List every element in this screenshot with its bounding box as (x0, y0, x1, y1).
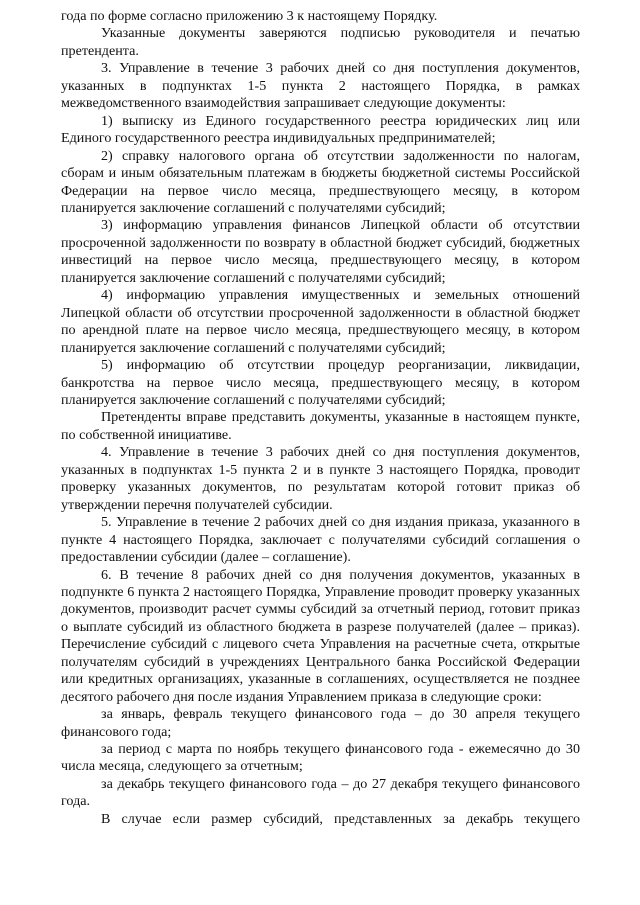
paragraph-subitem-2: 2) справку налогового органа об отсутствии задолженности по налогам, сборам и иным обязательным платежам в бюджеты бюджетной системы Российской Федерации на первое число месяца, предшествующего месяцу, в котором планируется заключение соглашений с получателями субсидий; (61, 147, 580, 216)
paragraph-subitem-3: 3) информацию управления финансов Липецкой области об отсутствии просроченной задолженности по возврату в областной бюджет субсидий, бюджетных инвестиций на первое число месяца, предшествующего месяцу, в котором планируется заключение соглашений с получателями субсидий; (61, 217, 580, 286)
paragraph-item-5: 5. Управление в течение 2 рабочих дней со дня издания приказа, указанного в пункте 4 настоящего Порядка, заключает с получателями субсидий соглашения о предоставлении субсидии (далее – соглашение). (61, 514, 580, 566)
paragraph-term-january-february: за январь, февраль текущего финансового года – до 30 апреля текущего финансового года; (61, 706, 580, 740)
paragraph-subitem-1: 1) выписку из Единого государственного реестра юридических лиц или Единого государственного реестра индивидуальных предпринимателей; (61, 112, 580, 147)
paragraph-item-3: 3. Управление в течение 3 рабочих дней со дня поступления документов, указанных в подпунктах 1-5 пункта 2 настоящего Порядка, в рамках межведомственного взаимодействия запрашивает следующие документы: (61, 60, 580, 112)
paragraph-term-december: за декабрь текущего финансового года – до 27 декабря текущего финансового года. (61, 775, 580, 810)
paragraph-term-march-november: за период с марта по ноябрь текущего финансового года - ежемесячно до 30 числа месяца, следующего за отчетным; (61, 741, 580, 775)
paragraph-subitem-4: 4) информацию управления имущественных и земельных отношений Липецкой области об отсутствии просроченной задолженности в областной бюджет по арендной плате на первое число месяца, предшествующего месяцу, в котором планируется заключение соглашений с получателями субсидий; (61, 287, 580, 356)
paragraph-continuation: года по форме согласно приложению 3 к настоящему Порядку. (61, 8, 438, 24)
paragraph-december-subsidies: В случае если размер субсидий, представленных за декабрь текущего (101, 810, 580, 827)
paragraph-documents-certified: Указанные документы заверяются подписью руководителя и печатью претендента. (61, 25, 580, 59)
paragraph-subitem-5: 5) информацию об отсутствии процедур реорганизации, ликвидации, банкротства на первое число месяца, предшествующего месяцу, в котором планируется заключение соглашений с получателями субсидий; (61, 357, 580, 408)
paragraph-item-6: 6. В течение 8 рабочих дней со дня получения документов, указанных в подпункте 6 пункта 2 настоящего Порядка, Управление проводит проверку указанных документов, производит расчет суммы субсидий за отчетный период, готовит приказ о выплате субсидий из областного бюджета в разрезе получателей (далее – приказ). Перечисление субсидий с лицевого счета Управления на расчетные счета, открытые получателям субсидий в учреждениях Центрального банка Российской Федерации или кредитных организациях, указанные в соглашениях, осуществляется не позднее десятого рабочего дня после издания Управлением приказа в следующие сроки: (61, 566, 580, 705)
paragraph-own-initiative: Претенденты вправе представить документы, указанные в настоящем пункте, по собственной инициативе. (61, 409, 580, 443)
paragraph-item-4: 4. Управление в течение 3 рабочих дней со дня поступления документов, указанных в подпунктах 1-5 пункта 2 и в пункте 3 настоящего Порядка, проводит проверку указанных документов, по результатам которой готовит приказ об утверждении перечня получателей субсидии. (61, 444, 580, 513)
